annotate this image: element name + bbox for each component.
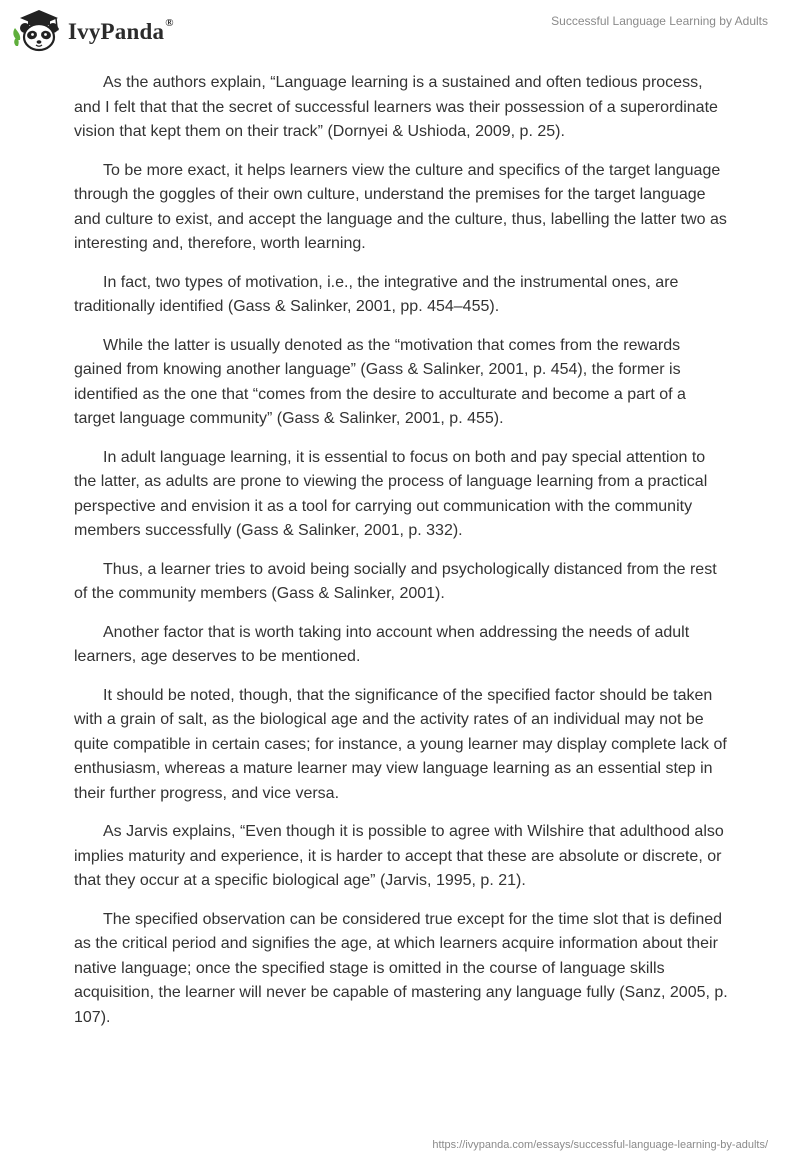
page-header: [0, 0, 800, 60]
panda-graduate-icon: [12, 8, 64, 54]
brand-name: IvyPanda®: [68, 17, 174, 44]
paragraph: It should be noted, though, that the significance of the specified factor should be taken with a grain of salt, as the biological age and the activity rates of an individual may not be quite compatible in certain cases; for instance, a young learner may display complete lack of enthusiasm, whereas a mature learner may view language learning as an essential step in their further progress, and vice versa.: [74, 686, 727, 802]
paragraph: Another factor that is worth taking into account when addressing the needs of adult learners, age deserves to be mentioned.: [74, 623, 690, 665]
paragraph: As Jarvis explains, “Even though it is possible to agree with Wilshire that adulthood also implies maturity and experience, it is harder to accept that these are absolute or discrete, or that they occur at a specific biological age” (Jarvis, 1995, p. 21).: [74, 823, 724, 889]
paragraph: The specified observation can be considered true except for the time slot that is defined as the critical period and signifies the age, at which learners acquire information about their native language; once the specified stage is omitted in the course of language skills acquisition, the learner will never be capable of mastering any language fully (Sanz, 2005, p. 107).: [74, 910, 728, 1026]
ivypanda-logo[interactable]: [12, 8, 174, 54]
paragraph: As the authors explain, “Language learning is a sustained and often tedious process, and I felt that that the secret of successful learners was their possession of a superordinate vision that kept them on their track” (Dornyei & Ushioda, 2009, p. 25).: [74, 74, 718, 140]
paragraph: To be more exact, it helps learners view the culture and specifics of the target language through the goggles of their own culture, understand the premises for the target language and culture to exist, and accept the language and the culture, thus, labelling the latter two as interesting and, therefore, worth learning.: [74, 161, 727, 252]
paragraph: While the latter is usually denoted as the “motivation that comes from the rewards gained from knowing another language” (Gass & Salinker, 2001, p. 454), the former is identified as the one that “comes from the desire to acculturate and become a part of a target language community” (Gass & Salinker, 2001, p. 455).: [74, 336, 686, 427]
essay-body: [74, 71, 730, 1044]
document-title: Successful Language Learning by Adults: [551, 14, 768, 28]
paragraph: Thus, a learner tries to avoid being socially and psychologically distanced from the rest of the community members (Gass & Salinker, 2001).: [74, 560, 717, 602]
paragraph: In fact, two types of motivation, i.e., the integrative and the instrumental ones, are traditionally identified (Gass & Salinker, 2001, pp. 454–455).: [74, 273, 679, 315]
source-url[interactable]: https://ivypanda.com/essays/successful-language-learning-by-adults/: [432, 1139, 768, 1151]
paragraph: In adult language learning, it is essential to focus on both and pay special attention to the latter, as adults are prone to viewing the process of language learning from a practical perspective and envision it as a tool for carrying out communication with the community members successfully (Gass & Salinker, 2001, p. 332).: [74, 448, 708, 539]
